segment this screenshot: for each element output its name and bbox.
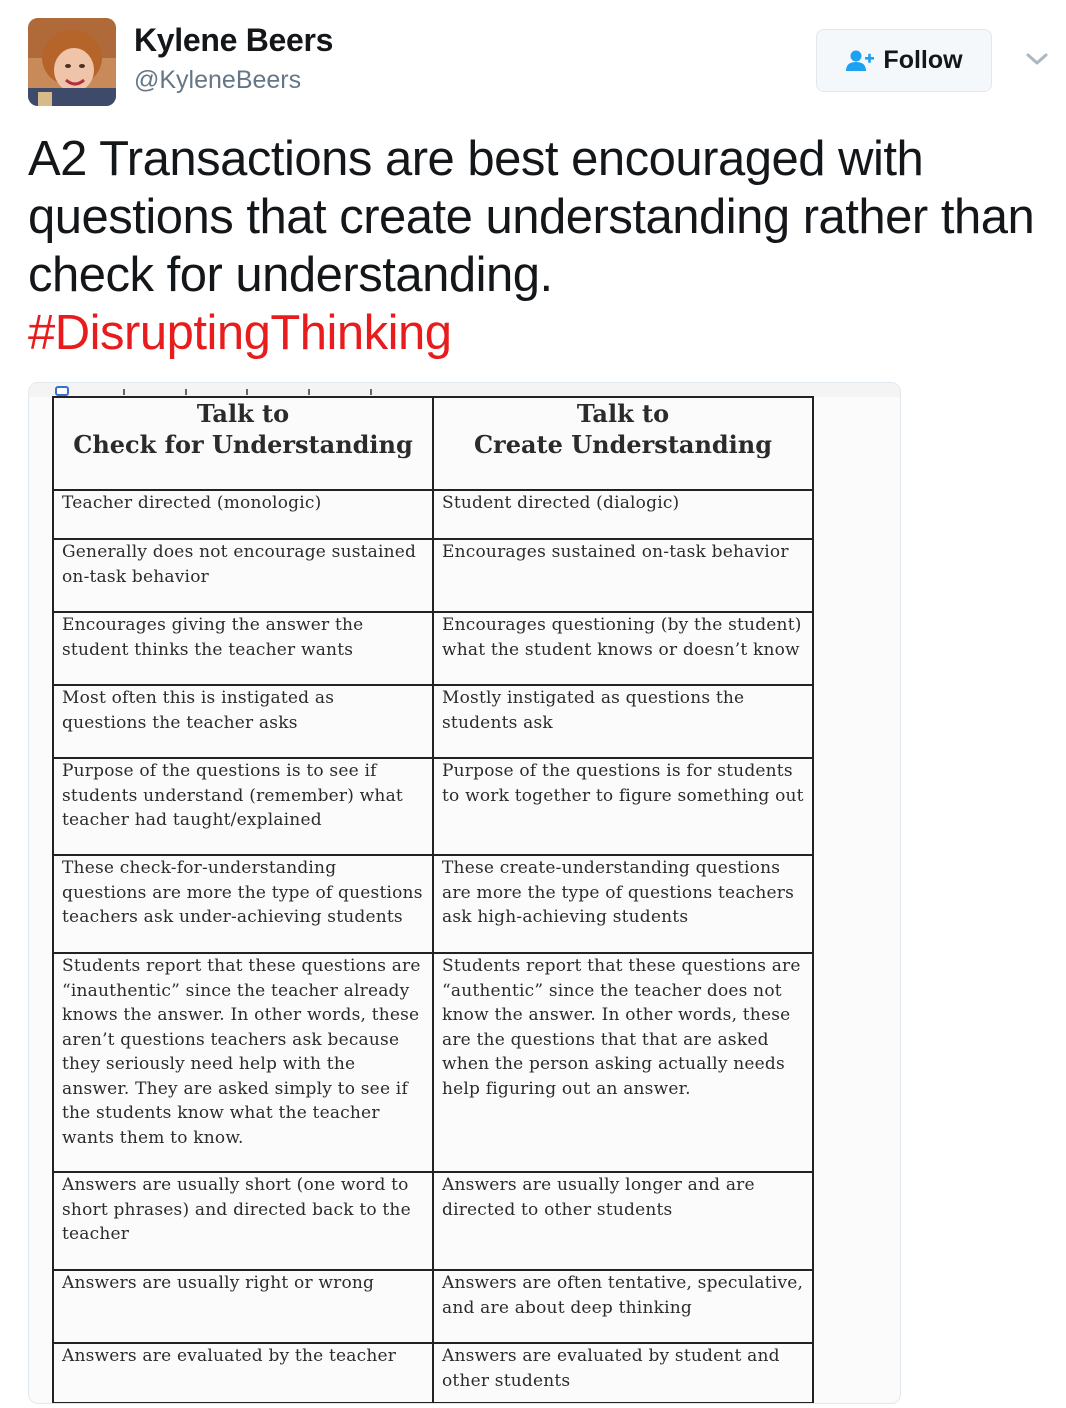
table-cell: Answers are usually short (one word to short phrases) and directed back to the teacher [53,1172,433,1270]
header-line: Talk to [196,399,290,428]
tweet-image[interactable] [28,382,901,1404]
table-cell: Answers are evaluated by student and other students [433,1343,813,1403]
table-cell: Most often this is instigated as questions the teacher asks [53,685,433,758]
table-cell: Answers are usually longer and are directed to other students [433,1172,813,1270]
table-row [53,1172,813,1270]
table-cell: Teacher directed (monologic) [53,490,433,539]
comparison-table [52,396,814,1404]
table-row [53,539,813,612]
table-row [53,758,813,855]
header-line: Create Understanding [473,430,773,459]
table-cell: Encourages giving the answer the student thinks the teacher wants [53,612,433,685]
table-cell: These check-for-understanding questions are more the type of questions teachers ask under-achieving students [53,855,433,953]
user-name[interactable]: Kylene Beers [134,22,334,58]
table-row [53,1270,813,1343]
table-row [53,1343,813,1403]
table-cell: Students report that these questions are “inauthentic” since the teacher already knows the answer. In other words, these aren’t questions teachers ask because they seriously need help with the answer. They are asked simply to see if the students know what the teacher wants them to know. [53,953,433,1172]
document-ruler [29,383,900,397]
table-cell: Mostly instigated as questions the students ask [433,685,813,758]
table-cell: Answers are evaluated by the teacher [53,1343,433,1403]
table-row [53,612,813,685]
table-cell: These create-understanding questions are more the type of questions teachers ask high-achieving students [433,855,813,953]
table-cell: Encourages sustained on-task behavior [433,539,813,612]
table-row [53,855,813,953]
hashtag-link[interactable]: #DisruptingThinking [28,306,452,360]
ruler-tick [370,389,372,395]
follow-label: Follow [883,46,963,74]
profile-photo-icon [28,18,116,106]
table-row [53,685,813,758]
ruler-tick [123,389,125,395]
table-cell: Student directed (dialogic) [433,490,813,539]
table-row [53,953,813,1172]
table-cell: Purpose of the questions is for students to work together to figure something out [433,758,813,855]
table-cell: Answers are usually right or wrong [53,1270,433,1343]
table-cell: Encourages questioning (by the student) what the student knows or doesn’t know [433,612,813,685]
table-cell: Generally does not encourage sustained on-task behavior [53,539,433,612]
ruler-tick [246,389,248,395]
table-cell: Students report that these questions are “authentic” since the teacher does not know the answer. In other words, these are the questions that that are asked when the person asking actually needs help figuring out an answer. [433,953,813,1172]
ruler-tick [185,389,187,395]
table-row [53,490,813,539]
header-line: Talk to [576,399,670,428]
table-header-row [53,397,813,490]
ruler-indent-marker [55,386,69,396]
avatar[interactable] [28,18,116,106]
header-create-understanding [433,397,813,490]
add-user-icon [845,49,875,73]
user-handle[interactable]: @KyleneBeers [134,66,302,94]
tweet-body: A2 Transactions are best encouraged with questions that create understanding rather than check for understanding. [28,132,1035,302]
header-line: Check for Understanding [73,430,413,459]
follow-button[interactable] [816,29,992,92]
header-check-understanding [53,397,433,490]
table-cell: Purpose of the questions is to see if students understand (remember) what teacher had taught/explained [53,758,433,855]
chevron-down-icon[interactable] [1024,48,1050,70]
table-cell: Answers are often tentative, speculative, and are about deep thinking [433,1270,813,1343]
tweet-text [28,130,1038,362]
ruler-tick [308,389,310,395]
